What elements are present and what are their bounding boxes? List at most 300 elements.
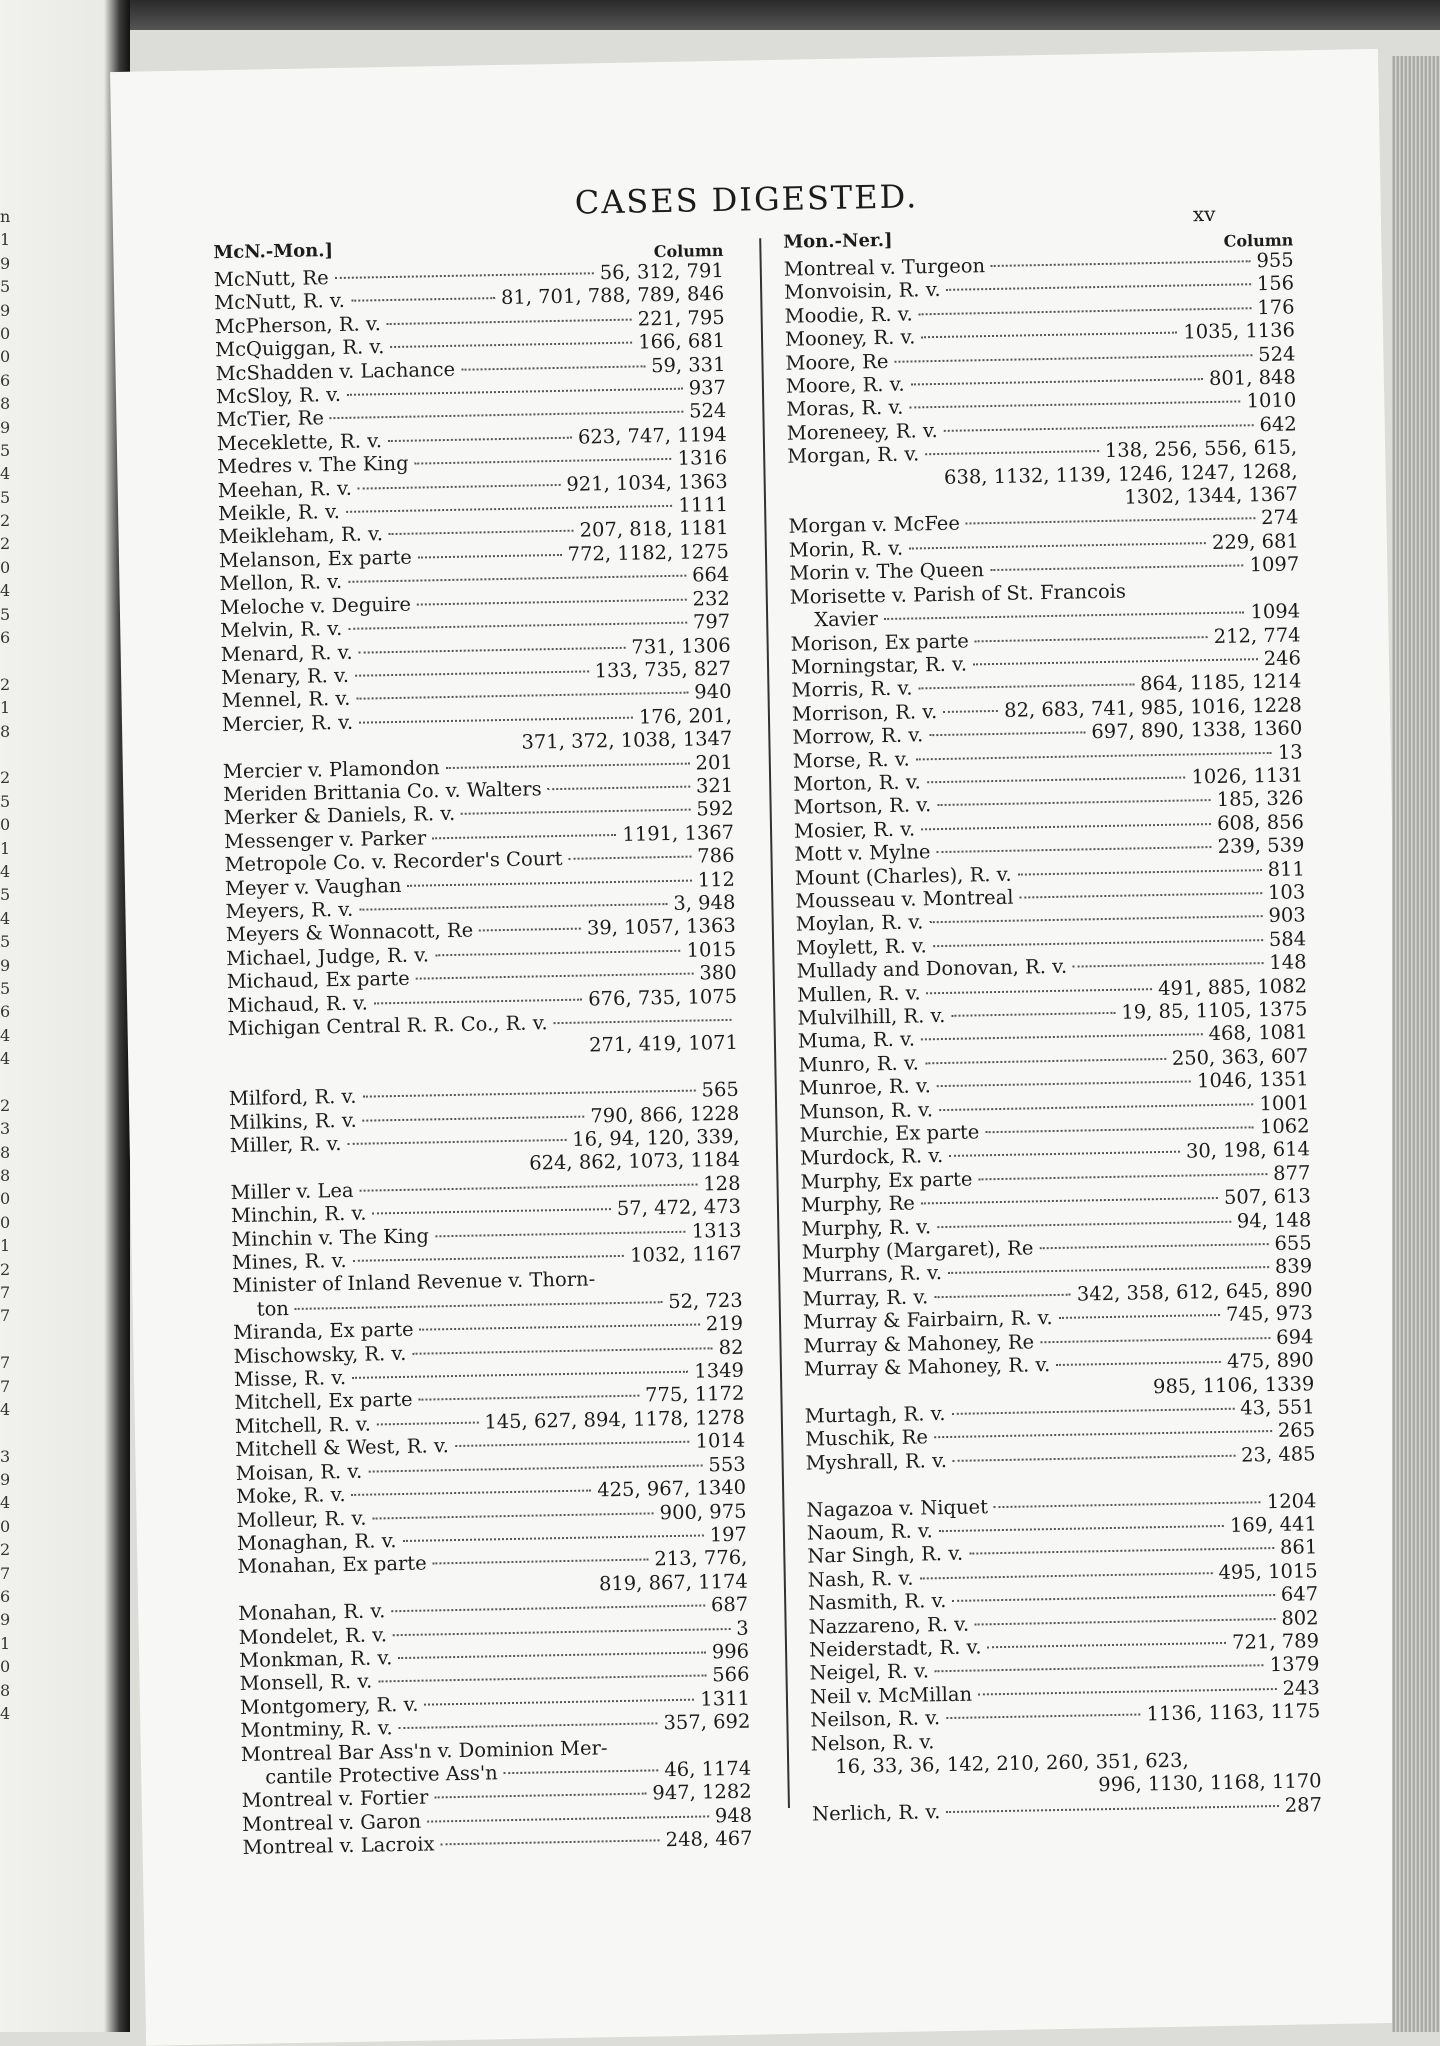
dot-leader [393, 1628, 730, 1636]
dot-leader [356, 692, 688, 700]
case-name: Nerlich, R. v. [811, 1799, 941, 1826]
page-refs: 425, 967, 1340 [597, 1475, 747, 1502]
edge-mark: 1 [0, 698, 11, 718]
case-name: Mitchell, R. v. [234, 1412, 371, 1438]
dot-leader [461, 809, 690, 815]
case-name: Naoum, R. v. [806, 1519, 933, 1545]
dot-leader [347, 388, 683, 396]
edge-mark: 7 [0, 1376, 11, 1396]
page-refs: 1032, 1167 [629, 1241, 743, 1267]
case-name: Munroe, R. v. [798, 1074, 932, 1100]
edge-mark: 3 [0, 1446, 11, 1466]
edge-mark: 2 [0, 674, 11, 694]
case-name: Morgan v. McFee [788, 512, 961, 539]
dot-leader [355, 670, 589, 676]
page-refs: 23, 485 [1240, 1441, 1316, 1467]
dot-leader [346, 505, 673, 513]
page-refs: 321 [695, 773, 734, 798]
case-name: Montreal v. Garon [241, 1809, 422, 1836]
edge-mark [0, 1328, 18, 1351]
page-refs: 133, 735, 827 [594, 656, 732, 683]
page-refs-continued: 624, 862, 1073, 1184 [529, 1148, 741, 1176]
page-refs: 148 [1269, 950, 1307, 975]
page-refs: 955 [1256, 248, 1294, 273]
case-name: Milkins, R. v. [229, 1108, 357, 1134]
case-name: Montminy, R. v. [240, 1716, 393, 1743]
case-name: Miller, R. v. [229, 1132, 342, 1158]
page-refs: 1379 [1269, 1652, 1320, 1677]
case-name: Mercier, R. v. [221, 710, 354, 736]
page-refs: 250, 363, 607 [1171, 1044, 1309, 1070]
page-refs: 1349 [694, 1358, 745, 1383]
page-refs: 128 [703, 1171, 741, 1196]
page-refs: 655 [1274, 1231, 1312, 1256]
page-refs-continued: 985, 1106, 1339 [1152, 1371, 1315, 1398]
dot-leader [987, 1642, 1226, 1648]
case-name: Nagazoa v. Niquet [806, 1494, 989, 1522]
case-name: Mosier, R. v. [793, 817, 916, 843]
page-refs: 81, 701, 788, 789, 846 [500, 282, 725, 310]
case-name: Morgan, R. v. [786, 442, 920, 469]
case-name: Moisan, R. v. [235, 1459, 363, 1485]
case-name: Nar Singh, R. v. [807, 1542, 964, 1568]
case-name: Milford, R. v. [228, 1084, 357, 1111]
case-name: Mullady and Donovan, R. v. [796, 954, 1068, 983]
case-name: Montreal v. Lacroix [242, 1832, 435, 1860]
dot-leader [934, 1294, 1071, 1299]
dot-leader [362, 1090, 695, 1098]
dot-leader [991, 260, 1250, 267]
case-name: Morrison, R. v. [791, 699, 938, 726]
edge-mark: 5 [0, 440, 11, 460]
case-name: Mondelet, R. v. [238, 1622, 388, 1649]
dot-leader [352, 1490, 592, 1496]
case-name: Neigel, R. v. [809, 1659, 930, 1685]
page-refs-continued: 819, 867, 1174 [598, 1569, 749, 1596]
edge-mark: 5 [0, 487, 11, 507]
edge-mark: 9 [0, 300, 11, 320]
dot-leader [358, 484, 561, 490]
case-name: Montgomery, R. v. [239, 1692, 419, 1719]
page-refs: 1046, 1351 [1196, 1067, 1309, 1093]
dot-leader [455, 1441, 690, 1447]
dot-leader [427, 1815, 709, 1822]
dot-leader [387, 318, 632, 324]
dot-leader [391, 1605, 705, 1613]
case-name: Miranda, Ex parte [232, 1318, 414, 1345]
case-name: Muschik, Re [805, 1425, 929, 1451]
page-refs: 676, 735, 1075 [588, 984, 738, 1011]
case-name: Mullen, R. v. [796, 981, 921, 1007]
case-name: Murtagh, R. v. [804, 1401, 946, 1428]
page-refs: 475, 890 [1226, 1348, 1315, 1373]
right-column [783, 222, 1322, 1825]
edge-mark: 4 [0, 1493, 11, 1513]
page-refs: 52, 723 [668, 1288, 743, 1313]
case-name: Moylan, R. v. [795, 910, 924, 937]
page-refs: 996 [711, 1639, 750, 1664]
page-refs: 790, 866, 1228 [590, 1101, 740, 1128]
page-refs: 861 [1279, 1535, 1318, 1560]
dot-leader [377, 1421, 479, 1425]
page-refs: 903 [1268, 903, 1306, 928]
page-refs: 112 [697, 867, 736, 892]
dot-leader [372, 1512, 653, 1519]
page-refs: 103 [1267, 880, 1306, 904]
edge-mark: 0 [0, 1516, 11, 1536]
column-divider [759, 238, 790, 1808]
case-name: Murrans, R. v. [802, 1261, 943, 1288]
dot-leader [1056, 1361, 1221, 1366]
page-refs-continued: 996, 1130, 1168, 1170 [1098, 1769, 1322, 1797]
case-name: McQuiggan, R. v. [214, 335, 385, 362]
page-refs: 82 [718, 1335, 744, 1359]
page-refs: 565 [701, 1077, 740, 1102]
dot-leader [363, 1115, 585, 1121]
page-refs: 3 [736, 1616, 749, 1640]
dot-leader [1039, 1243, 1268, 1249]
edge-mark: 1 [0, 1236, 11, 1256]
case-name: Meyers & Wonnacott, Re [225, 918, 474, 947]
edge-mark: 7 [0, 1282, 11, 1302]
dot-leader [985, 1126, 1254, 1133]
dot-leader [418, 554, 562, 559]
dot-leader [953, 1454, 1235, 1461]
edge-mark: 5 [0, 978, 11, 998]
page-refs: 1204 [1266, 1488, 1317, 1513]
dot-leader [432, 834, 616, 839]
dot-leader [353, 1255, 625, 1262]
case-name: Morisette v. Parish of St. Francois [789, 579, 1127, 609]
page-refs: 900, 975 [659, 1499, 747, 1524]
page-refs: 1191, 1367 [622, 820, 735, 846]
dot-leader [969, 1547, 1274, 1555]
page-refs: 243 [1282, 1675, 1321, 1700]
case-name: Nasmith, R. v. [808, 1589, 947, 1615]
page-refs-continued: 16, 33, 36, 142, 210, 260, 351, 623, [835, 1748, 1189, 1779]
page-refs: 623, 747, 1194 [577, 422, 727, 449]
case-name: Moore, R. v. [785, 372, 905, 398]
case-name: Morin v. The Queen [789, 558, 985, 586]
dot-leader [929, 731, 1085, 736]
case-name: Mount (Charles), R. v. [794, 862, 1012, 890]
case-name: Michigan Central R. R. Co., R. v. [227, 1011, 548, 1041]
page-refs: 212, 774 [1213, 622, 1301, 648]
case-name: Murphy, Ex parte [800, 1167, 973, 1194]
case-name: Menard, R. v. [220, 640, 353, 666]
page-refs: 1097 [1249, 552, 1300, 577]
dot-leader [947, 284, 1251, 292]
dot-leader [951, 1408, 1234, 1415]
edge-mark [0, 743, 18, 766]
dot-leader [948, 1267, 1269, 1275]
dot-leader [946, 1805, 1278, 1813]
case-name: Neiderstadt, R. v. [808, 1635, 982, 1662]
dot-leader [1018, 869, 1262, 875]
page-refs: 566 [712, 1663, 750, 1687]
dot-leader [335, 272, 594, 279]
dot-leader [933, 939, 1263, 947]
edge-mark: 7 [0, 1353, 11, 1373]
previous-page-edge [0, 0, 130, 2032]
page-refs: 219 [705, 1311, 744, 1336]
page-refs: 1311 [700, 1686, 751, 1711]
page-refs: 647 [1280, 1582, 1319, 1607]
dot-leader [1040, 1337, 1270, 1343]
edge-mark: 5 [0, 604, 11, 624]
case-name: Xavier [813, 607, 879, 632]
edge-mark: 8 [0, 1166, 11, 1186]
edge-mark: 2 [0, 1540, 11, 1560]
dot-leader [925, 1058, 1166, 1064]
case-name: McPherson, R. v. [214, 312, 382, 339]
case-name: Meceklette, R. v. [216, 429, 383, 456]
page-refs: 921, 1034, 1363 [566, 469, 728, 496]
case-name: Michael, Judge, R. v. [226, 943, 430, 970]
case-name: Moke, R. v. [235, 1483, 346, 1509]
page-refs: 138, 256, 556, 615, [1104, 435, 1298, 463]
page-refs: 664 [691, 563, 730, 587]
case-name: Michaud, R. v. [226, 991, 369, 1017]
page-refs: 491, 885, 1082 [1157, 973, 1308, 1000]
case-name: Meehan, R. v. [217, 476, 353, 502]
edge-mark [0, 1070, 18, 1093]
page-refs: 775, 1172 [644, 1382, 745, 1408]
page-refs: 584 [1268, 927, 1307, 951]
case-name: Merker & Daniels, R. v. [223, 802, 456, 830]
case-name: Munro, R. v. [798, 1051, 920, 1077]
edge-mark: 4 [0, 1049, 11, 1069]
case-name: Monahan, R. v. [238, 1599, 386, 1626]
dot-leader [419, 1395, 640, 1401]
case-name: Mischowsky, R. v. [233, 1341, 407, 1368]
page-refs: 201 [695, 750, 733, 775]
case-name: Nazzareno, R. v. [808, 1612, 970, 1639]
dot-leader [943, 710, 998, 713]
case-name: Nelson, R. v. [810, 1729, 935, 1756]
dot-leader [434, 1793, 646, 1799]
page-refs: 947, 1282 [652, 1780, 752, 1805]
page-refs: 1313 [691, 1218, 742, 1243]
case-name: Murchie, Ex parte [799, 1120, 980, 1147]
edge-mark: 5 [0, 932, 11, 952]
case-name: Mitchell, Ex parte [234, 1388, 413, 1415]
case-name: Michaud, Ex parte [226, 966, 410, 994]
edge-mark: 1 [0, 838, 11, 858]
dot-leader [295, 1301, 662, 1310]
dot-leader [884, 612, 1245, 621]
dot-leader [399, 1723, 658, 1730]
edge-mark: 8 [0, 1142, 11, 1162]
page-refs: 1316 [677, 446, 728, 471]
case-name: Monahan, Ex parte [237, 1551, 427, 1579]
page-refs: 169, 441 [1229, 1512, 1318, 1537]
case-name: Muma, R. v. [797, 1027, 916, 1054]
dot-leader [936, 846, 1211, 853]
edge-mark: 2 [0, 1095, 11, 1115]
case-name: Mennel, R. v. [221, 687, 351, 713]
page-refs: 642 [1259, 412, 1297, 436]
dot-leader [952, 1594, 1275, 1602]
case-name: Monsell, R. v. [239, 1669, 373, 1696]
dot-leader [966, 518, 1255, 525]
dot-leader [973, 658, 1258, 665]
edge-mark: 5 [0, 791, 11, 811]
page-refs: 948 [714, 1803, 753, 1828]
page-refs: 82, 683, 741, 985, 1016, 1228 [1003, 693, 1303, 722]
dot-leader [990, 565, 1244, 572]
page-refs: 694 [1275, 1324, 1314, 1349]
case-name: Monvoisin, R. v. [783, 278, 941, 305]
dot-leader [368, 1464, 702, 1472]
case-name: Morningstar, R. v. [790, 652, 968, 679]
right-column-range: Mon.-Ner.] [783, 229, 893, 253]
dot-leader [435, 1230, 686, 1237]
page-refs: 524 [688, 399, 727, 423]
page-refs: 248, 467 [665, 1826, 753, 1852]
dot-leader [916, 751, 1272, 760]
case-name: Minchin, R. v. [230, 1201, 367, 1228]
page-refs: 1010 [1246, 388, 1297, 413]
dot-leader [951, 1012, 1115, 1017]
case-name: McTier, Re [216, 406, 325, 432]
dot-leader [352, 1371, 688, 1379]
page-refs: 1015 [686, 937, 737, 962]
edge-mark: 9 [0, 1470, 11, 1490]
right-entries [784, 248, 1323, 1825]
page-refs: 802 [1281, 1605, 1319, 1630]
case-name: Meyers, R. v. [225, 897, 354, 924]
dot-leader [348, 575, 686, 583]
edge-mark: 6 [0, 1587, 11, 1607]
case-name: Meikle, R. v. [217, 500, 341, 526]
dot-leader [420, 1324, 700, 1331]
case-name: ton [256, 1296, 290, 1321]
dot-leader [424, 1698, 694, 1705]
edge-mark: 0 [0, 557, 11, 577]
dot-leader [351, 297, 495, 302]
page-refs: 156 [1256, 271, 1295, 296]
edge-mark: 4 [0, 1399, 11, 1419]
edge-mark: 9 [0, 955, 11, 975]
dot-leader [440, 1840, 659, 1846]
page-refs: 1062 [1259, 1114, 1310, 1139]
dot-leader [909, 401, 1240, 409]
edge-mark: 9 [0, 417, 11, 437]
dot-leader [415, 458, 672, 465]
page-refs: 1035, 1136 [1183, 318, 1296, 344]
case-name: Morton, R. v. [792, 770, 921, 796]
dot-leader [919, 1572, 1212, 1579]
case-name: Meyer v. Vaughan [224, 873, 402, 900]
page-refs-continued: 638, 1132, 1139, 1246, 1247, 1268, [943, 459, 1298, 489]
dot-leader [378, 1675, 706, 1683]
page-refs: 721, 789 [1231, 1629, 1320, 1654]
left-entries [214, 259, 753, 1860]
page-refs: 43, 551 [1240, 1395, 1315, 1420]
page-refs: 176, 201, [638, 703, 733, 729]
edge-mark: 0 [0, 347, 11, 367]
case-name: Messenger v. Parker [223, 826, 427, 853]
dot-leader [909, 542, 1206, 549]
dot-leader [939, 1103, 1254, 1111]
dot-leader [548, 786, 690, 791]
page-refs: 1136, 1163, 1175 [1146, 1699, 1321, 1726]
edge-mark: 8 [0, 721, 11, 741]
edge-mark: 2 [0, 768, 11, 788]
case-name: Morin, R. v. [788, 536, 904, 562]
case-name: Montreal v. Fortier [241, 1785, 429, 1813]
dot-leader [412, 1347, 712, 1355]
previous-page-fragments [0, 205, 18, 1725]
edge-mark [0, 649, 18, 672]
dot-leader [568, 856, 691, 860]
edge-mark: 4 [0, 464, 11, 484]
case-name: Murdock, R. v. [799, 1144, 944, 1171]
page-refs: 797 [692, 609, 731, 634]
page-refs: 940 [694, 680, 732, 704]
case-name: McSloy, R. v. [215, 382, 342, 409]
case-name: Murray & Mahoney, Re [803, 1330, 1035, 1358]
page-refs: 839 [1274, 1254, 1313, 1279]
edge-mark: 2 [0, 511, 11, 531]
dot-leader [390, 342, 632, 348]
edge-mark: 3 [0, 1119, 11, 1139]
dot-leader [347, 1139, 566, 1145]
case-name: Molleur, R. v. [236, 1506, 367, 1532]
case-name: Murphy, Re [800, 1191, 916, 1217]
dot-leader [929, 916, 1262, 924]
dot-leader [389, 530, 574, 535]
page-refs: 687 [710, 1592, 749, 1617]
dot-leader [937, 1081, 1191, 1088]
scan-top-edge [0, 0, 1440, 30]
left-column-range: McN.-Mon.] [213, 240, 334, 264]
case-name: Meriden Brittania Co. v. Walters [223, 777, 542, 807]
page-refs: 46, 1174 [664, 1756, 752, 1782]
case-name: Moras, R. v. [786, 396, 904, 422]
case-name: Neilson, R. v. [810, 1706, 941, 1732]
page-refs: 57, 472, 473 [616, 1194, 742, 1221]
left-column-label: Column [653, 240, 724, 262]
case-name: Murray, R. v. [802, 1285, 929, 1311]
case-name: Moylett, R. v. [795, 934, 927, 960]
dot-leader [360, 1183, 698, 1191]
dot-leader [937, 799, 1211, 806]
case-name: Morison, Ex parte [790, 628, 970, 656]
dot-leader [925, 450, 1099, 455]
left-column [213, 233, 753, 1860]
dot-leader [407, 879, 691, 886]
dot-leader [911, 378, 1203, 385]
page-refs: 59, 331 [650, 352, 726, 377]
page-refs: 176 [1257, 295, 1295, 319]
case-name: Meikleham, R. v. [218, 522, 384, 549]
page-refs: 937 [688, 375, 727, 400]
page-refs: 16, 94, 120, 339, [571, 1124, 740, 1151]
case-name: Moreneey, R. v. [786, 418, 938, 445]
edge-mark: 4 [0, 861, 11, 881]
case-name: Moodie, R. v. [784, 302, 913, 328]
dot-leader [921, 332, 1177, 339]
edge-mark: 4 [0, 1704, 11, 1723]
case-name: Miller v. Lea [230, 1178, 354, 1204]
dot-leader [921, 1034, 1203, 1041]
case-name: Morse, R. v. [792, 747, 910, 773]
page-refs: 864, 1185, 1214 [1139, 669, 1302, 696]
page-refs: 232 [692, 586, 730, 611]
dot-leader [417, 598, 687, 605]
